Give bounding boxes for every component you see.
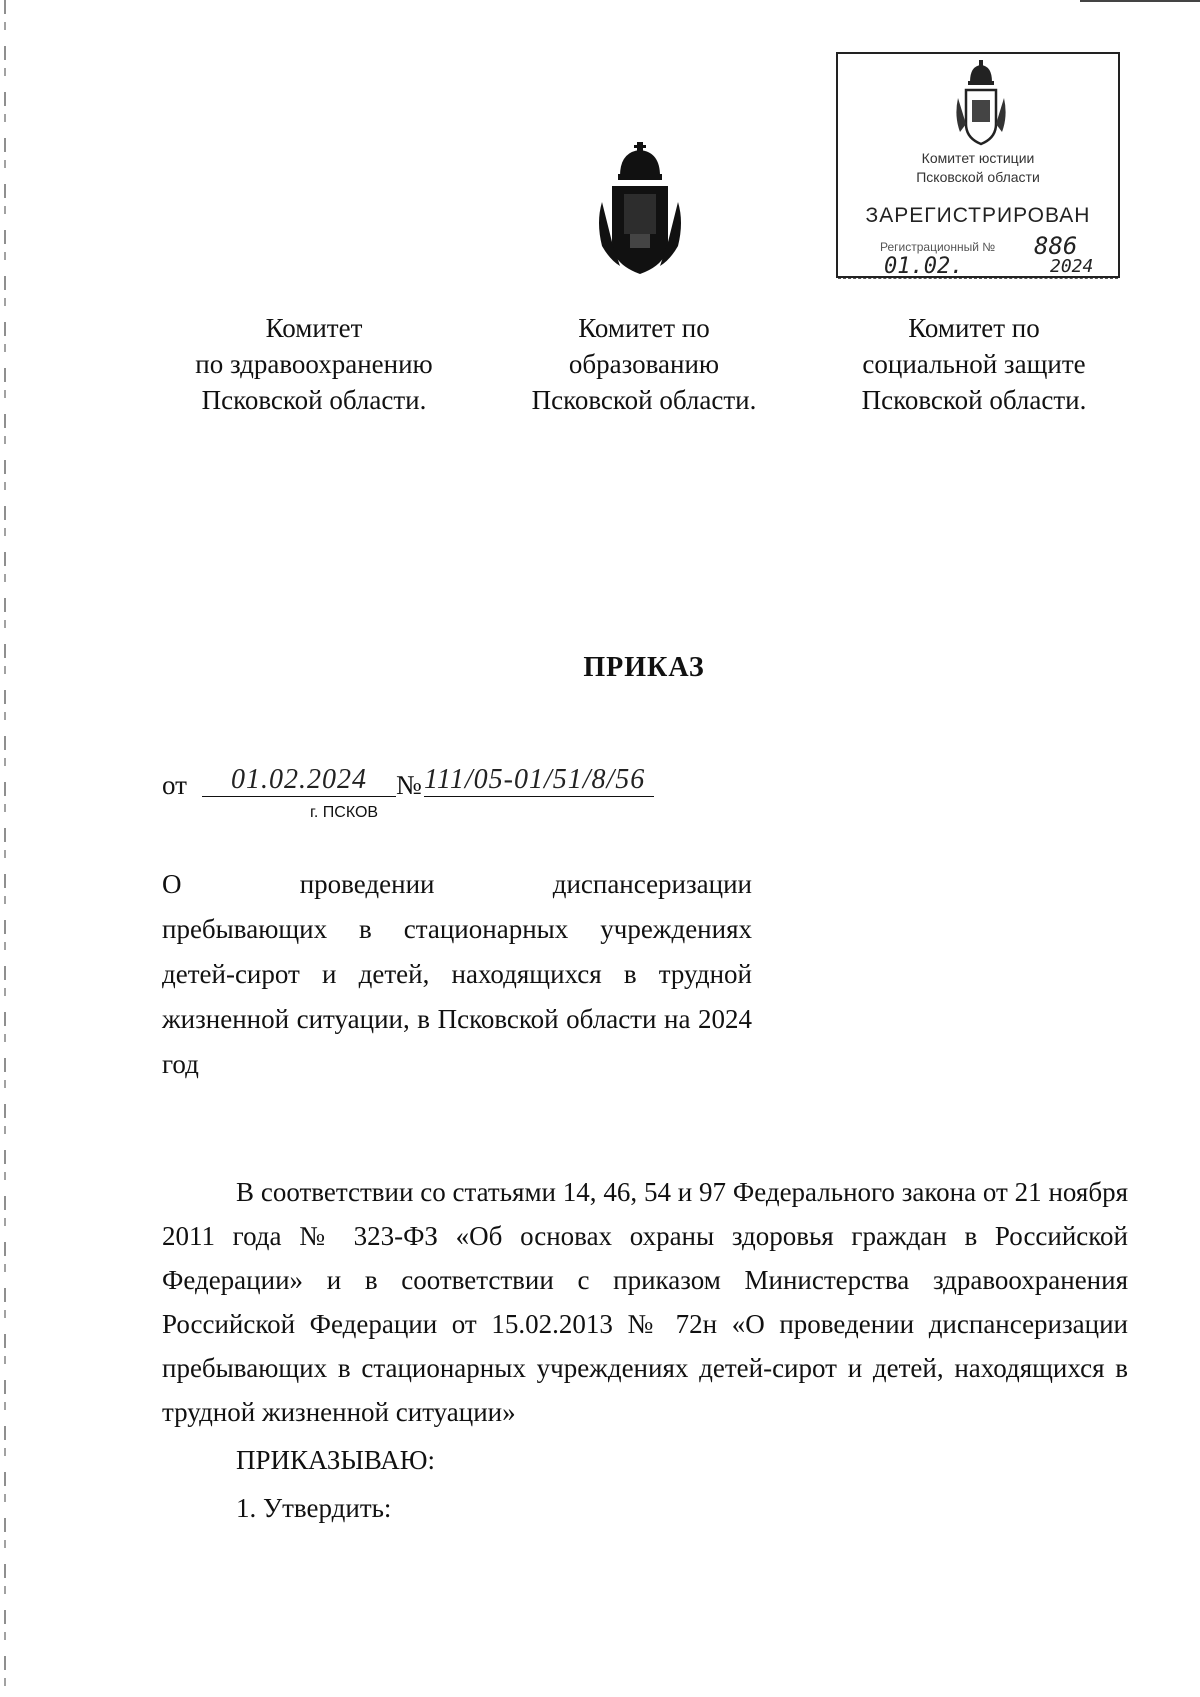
committee-social	[824, 310, 1124, 418]
order-line	[162, 762, 762, 822]
order-from-label: от	[162, 770, 187, 800]
committee-education	[494, 310, 794, 418]
order-date: 01.02.2024	[202, 764, 396, 797]
preamble-paragraph: В соответствии со статьями 14, 46, 54 и 97 Федерального закона от 21 ноября 2011 года № 323-ФЗ «Об основах охраны здоровья граждан в Российской Федерации» и в соответствии с приказом Министерства здравоохранения Российской Федерации от 15.02.2013 № 72н «О проведении диспансеризации пребывающих в стационарных учреждениях детей-сирот и детей, находящихся в трудной жизненной ситуации»	[162, 1177, 1128, 1427]
stamp-coat-of-arms-icon	[952, 60, 1010, 148]
committee-education-line: Псковской области.	[531, 385, 757, 415]
committee-health-line: по здравоохранению	[195, 349, 433, 379]
stamp-reg-year: 2024	[1050, 256, 1094, 277]
committee-health-line: Псковской области.	[201, 385, 427, 415]
coat-of-arms-icon	[590, 142, 690, 280]
registration-stamp	[836, 52, 1120, 278]
order-subject-rest: пребывающих в стационарных учреждениях детей-сирот и детей, находящихся в трудной жизненной ситуации, в Псковской области на 2024 год	[162, 914, 752, 1079]
stamp-reg-date: 01.02.	[884, 254, 964, 279]
order-item-1: 1. Утвердить:	[236, 1493, 392, 1523]
committee-social-line: Комитет по	[908, 313, 1040, 343]
order-subject-line1: О проведении диспансеризации	[162, 869, 752, 899]
order-number: 111/05-01/51/8/56	[424, 764, 654, 797]
order-body	[162, 1170, 1128, 1530]
stamp-reg-number: 886	[1034, 232, 1078, 260]
stamp-org-line2: Псковской области	[916, 169, 1040, 185]
order-subject	[162, 862, 752, 1087]
scan-top-mark	[1080, 0, 1200, 2]
stamp-reg-label: Регистрационный №	[880, 240, 996, 254]
order-word: ПРИКАЗЫВАЮ:	[236, 1445, 435, 1475]
scan-edge-artifact	[4, 0, 6, 1697]
stamp-org-line1: Комитет юстиции	[921, 150, 1035, 166]
order-city: г. ПСКОВ	[310, 804, 379, 821]
document-title: ПРИКАЗ	[583, 652, 705, 683]
stamp-divider	[838, 278, 1118, 280]
committee-health-line: Комитет	[265, 313, 363, 343]
committee-health	[164, 310, 464, 418]
committee-education-line: Комитет по	[578, 313, 710, 343]
committee-social-line: Псковской области.	[861, 385, 1087, 415]
order-number-label: №	[396, 770, 422, 800]
committee-education-line: образованию	[568, 349, 720, 379]
stamp-status: ЗАРЕГИСТРИРОВАН	[865, 204, 1091, 227]
committee-social-line: социальной защите	[862, 349, 1086, 379]
